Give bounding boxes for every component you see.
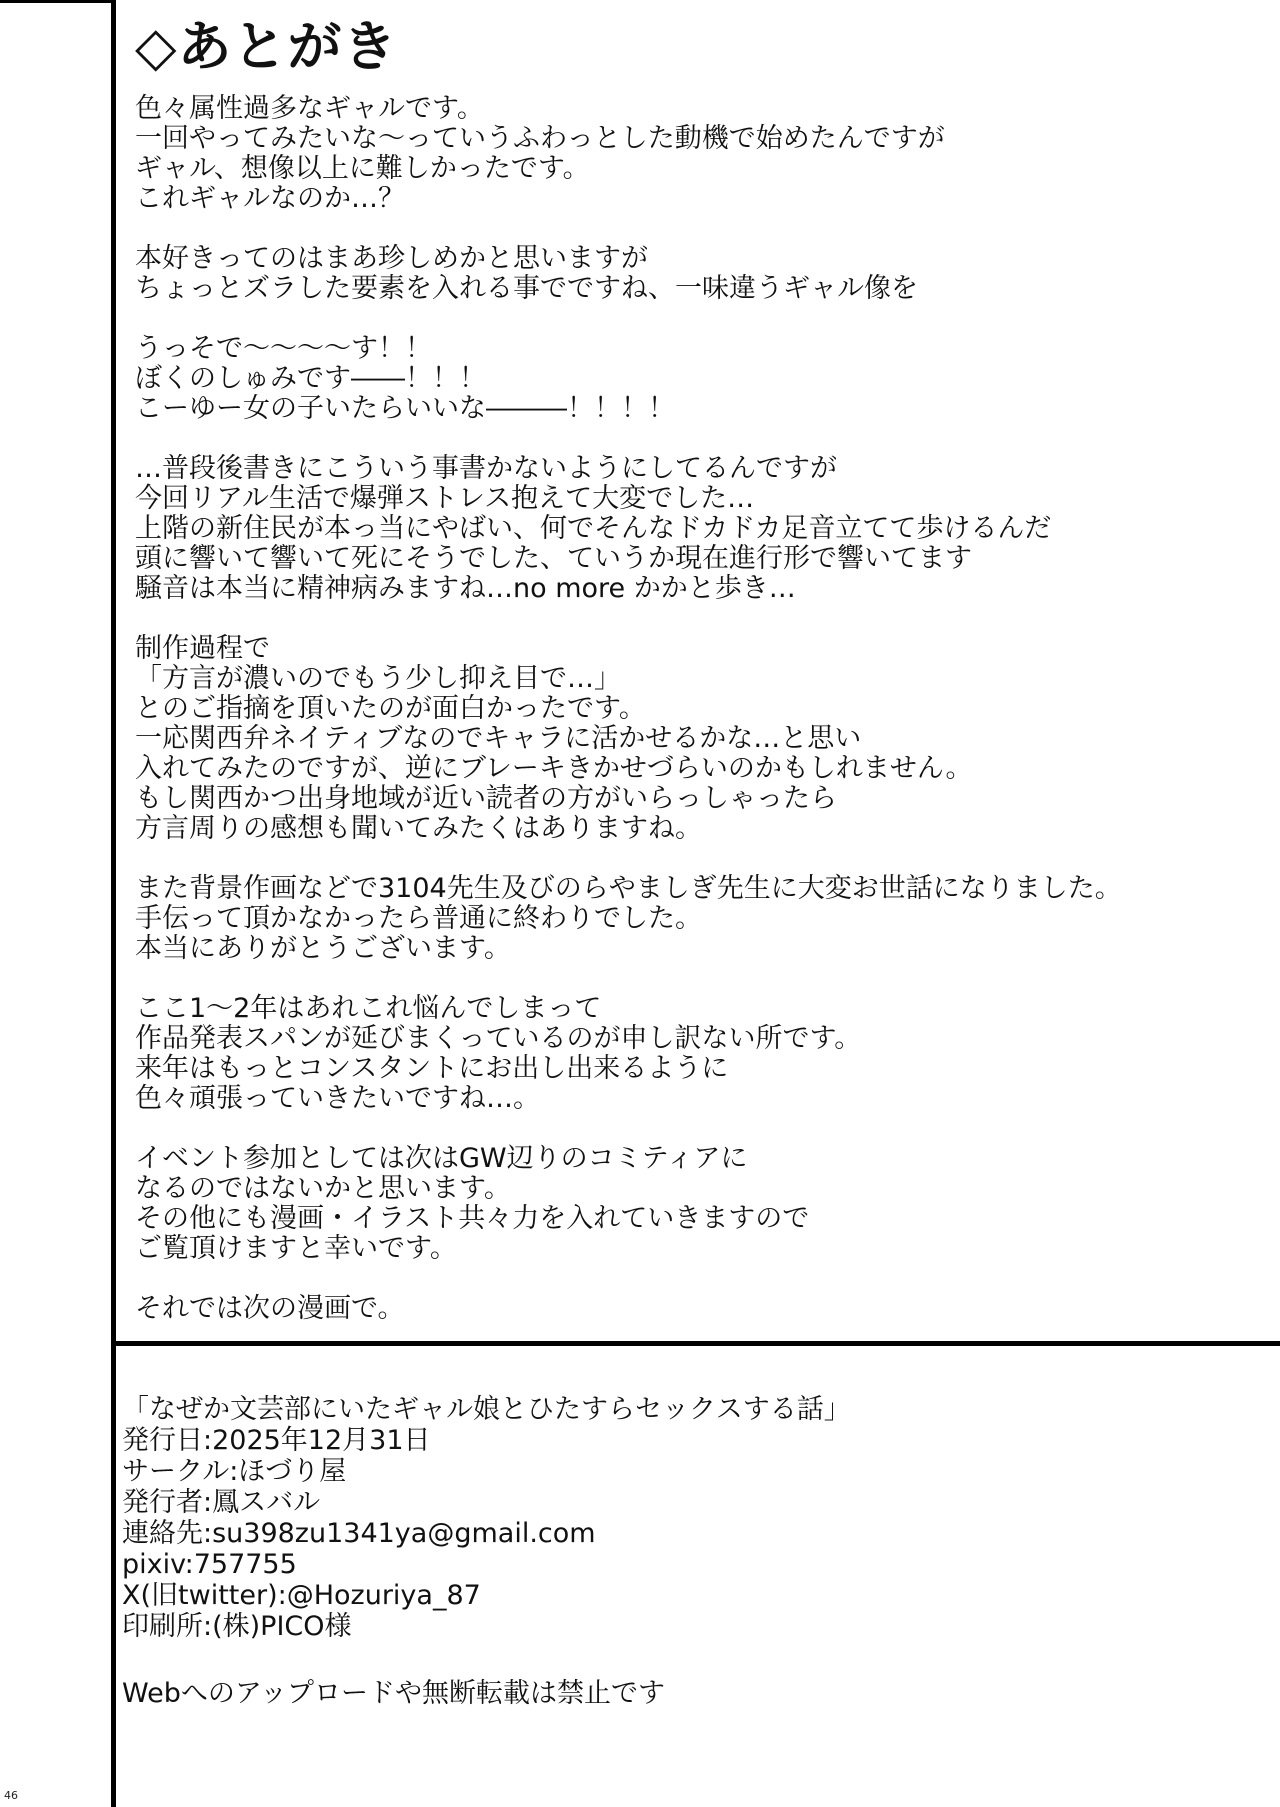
text-line: うっそで〜〜〜〜す！！ [135, 333, 432, 364]
paragraph [135, 454, 1265, 604]
text-line: 一応関西弁ネイティブなのでキャラに活かせるかな…と思い [135, 723, 862, 754]
text-line: これギャルなのか…？ [135, 183, 405, 214]
text-line: pixiv:757755 [122, 1549, 297, 1580]
text-line: 上階の新住民が本っ当にやばい、何でそんなドカドカ足音立てて歩けるんだ [135, 513, 1052, 544]
text-line: 作品発表スパンが延びまくっているのが申し訳ない所です。 [135, 1023, 862, 1054]
text-line: 「方言が濃いのでもう少し抑え目で…」 [135, 663, 621, 694]
section-divider [111, 1341, 1280, 1346]
text-line: 今回リアル生活で爆弾ストレス抱えて大変でした… [135, 483, 755, 514]
paragraph [135, 634, 1265, 844]
text-line: 印刷所:(株)PICO様 [122, 1611, 352, 1642]
text-line: 騒音は本当に精神病みますね…no more かかと歩き… [135, 573, 796, 604]
text-line: こーゆー女の子いたらいいな―――！！！！ [135, 393, 675, 424]
text-line: X(旧twitter):@Hozuriya_87 [122, 1580, 481, 1611]
upload-prohibition-notice: Webへのアップロードや無断転載は禁止です [122, 1678, 665, 1709]
paragraph [135, 334, 1265, 424]
left-border-rule [111, 0, 116, 1807]
afterword-body [135, 94, 1265, 1324]
text-line: 方言周りの感想も聞いてみたくはありますね。 [135, 813, 702, 844]
text-line: 「なぜか文芸部にいたギャル娘とひたすらセックスする話」 [122, 1394, 851, 1425]
text-line: 色々頑張っていきたいですね…。 [135, 1083, 540, 1114]
text-line: 手伝って頂かなかったら普通に終わりでした。 [135, 903, 702, 934]
text-line: サークル:ほづり屋 [122, 1456, 347, 1487]
text-line: とのご指摘を頂いたのが面白かったです。 [135, 693, 646, 724]
afterword-section [135, 16, 1265, 1354]
text-line: 発行者:鳳スバル [122, 1487, 321, 1518]
text-line: 本当にありがとうございます。 [135, 933, 511, 964]
text-line: ご覧頂けますと幸いです。 [135, 1233, 457, 1264]
text-line: また背景作画などで3104先生及びのらやましぎ先生に大変お世話になりました。 [135, 873, 1122, 904]
text-line: もし関西かつ出身地域が近い読者の方がいらっしゃったら [135, 783, 837, 814]
colophon-body [122, 1394, 1252, 1642]
paragraph [135, 94, 1265, 214]
page-title: ◇あとがき [135, 15, 398, 78]
text-line: ギャル、想像以上に難しかったです。 [135, 153, 590, 184]
paragraph [135, 874, 1265, 964]
page-top-edge [0, 0, 111, 3]
text-line: イベント参加としては次はGW辺りのコミティアに [135, 1143, 748, 1174]
text-line: ここ1〜2年はあれこれ悩んでしまって [135, 993, 602, 1024]
text-line: 入れてみたのですが、逆にブレーキきかせづらいのかもしれません。 [135, 753, 973, 784]
text-line: それでは次の漫画で。 [135, 1293, 405, 1324]
text-line: ちょっとズラした要素を入れる事でですね、一味違うギャル像を [135, 273, 918, 304]
text-line: …普段後書きにこういう事書かないようにしてるんですが [135, 453, 837, 484]
text-line: 来年はもっとコンスタントにお出し出来るように [135, 1053, 729, 1084]
text-line: その他にも漫画・イラスト共々力を入れていきますので [135, 1203, 810, 1234]
text-line: なるのではないかと思います。 [135, 1173, 511, 1204]
colophon-section [122, 1394, 1252, 1709]
page-number: 46 [4, 1789, 18, 1802]
text-line: 連絡先:su398zu1341ya@gmail.com [122, 1518, 596, 1549]
text-line: 発行日:2025年12月31日 [122, 1425, 431, 1456]
text-line: 色々属性過多なギャルです。 [135, 93, 484, 124]
paragraph [135, 994, 1265, 1114]
text-line: 一回やってみたいな〜っていうふわっとした動機で始めたんですが [135, 123, 945, 154]
text-line: 制作過程で [135, 633, 270, 664]
text-line: 本好きってのはまあ珍しめかと思いますが [135, 243, 648, 274]
paragraph [135, 1144, 1265, 1264]
paragraph [135, 244, 1265, 304]
paragraph [135, 1294, 1265, 1324]
text-line: 頭に響いて響いて死にそうでした、ていうか現在進行形で響いてます [135, 543, 972, 574]
text-line: ぼくのしゅみです――！！！ [135, 363, 486, 394]
